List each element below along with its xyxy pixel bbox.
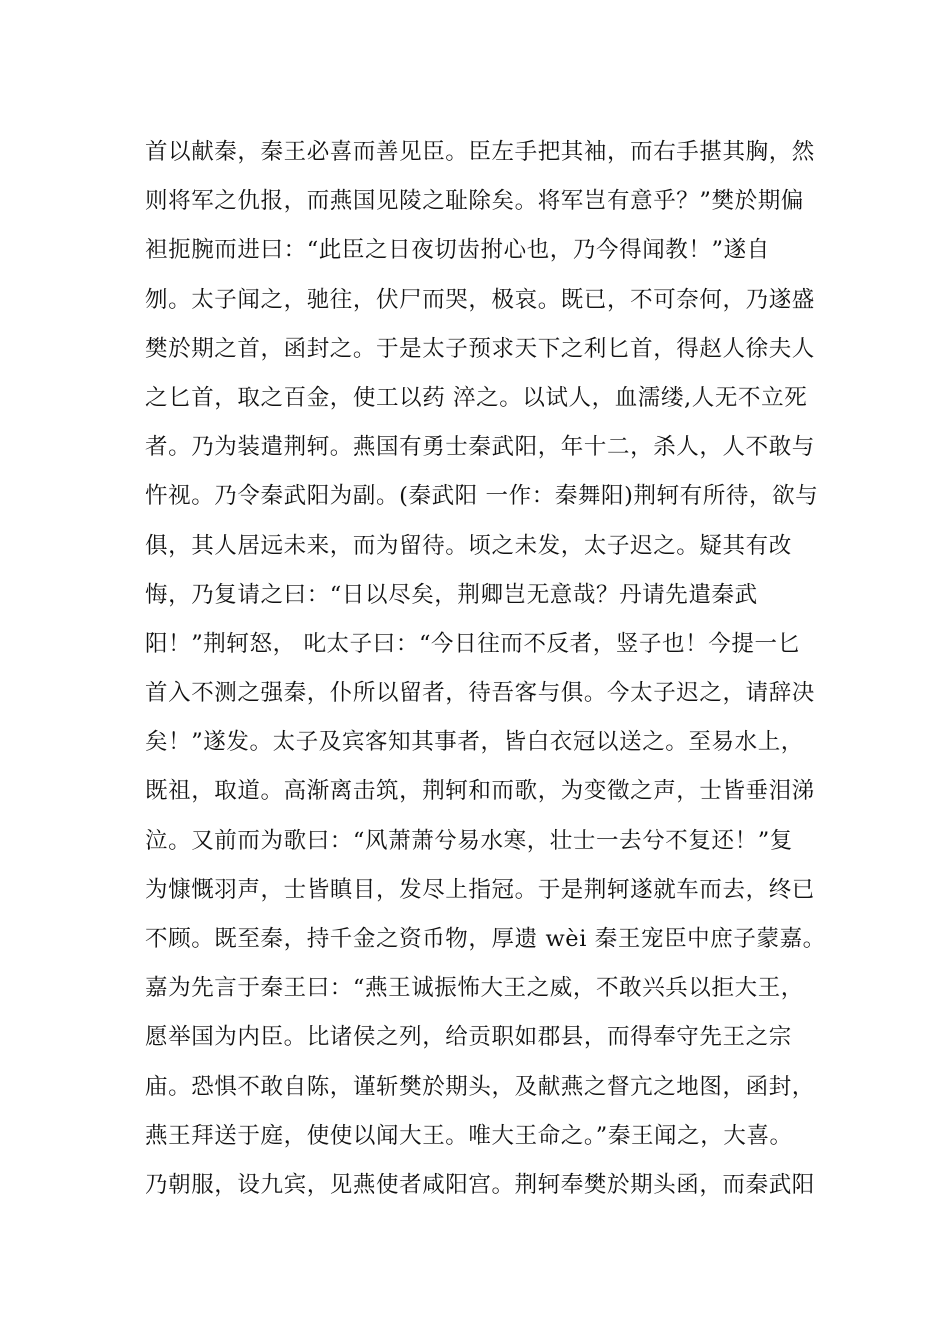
text-line: 为慷慨羽声，士皆瞋目，发尽上指冠。于是荆轲遂就车而去，终已 — [145, 876, 815, 903]
text-line: 阳！”荆轲怒， 叱太子曰：“今日往而不反者，竖子也！今提一匕 — [145, 630, 801, 657]
text-line: 首以献秦，秦王必喜而善见臣。臣左手把其袖，而右手揕其胸，然 — [145, 139, 815, 165]
text-line: 刎。太子闻之，驰往，伏尸而哭，极哀。既已，不可奈何，乃遂盛 — [145, 286, 815, 313]
text-line: 矣！”遂发。太子及宾客知其事者，皆白衣冠以送之。至易水上， — [145, 729, 804, 756]
text-line: 不顾。既至秦，持千金之资币物，厚遗 wèi 秦王宠臣中庶子蒙嘉。 — [145, 926, 826, 952]
text-line: 悔，乃复请之曰：“日以尽矣，荆卿岂无意哉？丹请先遣秦武 — [145, 581, 758, 608]
text-line: 俱，其人居远未来，而为留待。顷之未发，太子迟之。疑其有改 — [145, 532, 792, 559]
text-line: 袒扼腕而进曰：“此臣之日夜切齿拊心也，乃今得闻教！”遂自 — [145, 237, 770, 264]
text-line: 之匕首，取之百金，使工以药 淬之。以试人，血濡缕,人无不立死 — [145, 384, 808, 411]
text-line: 首入不测之强秦，仆所以留者，待吾客与俱。今太子迟之，请辞决 — [145, 680, 815, 707]
text-line: 则将军之仇报，而燕国见陵之耻除矣。将军岂有意乎？”樊於期偏 — [145, 188, 804, 215]
text-line: 泣。又前而为歌曰：“风萧萧兮易水寒，壮士一去兮不复还！”复 — [145, 827, 793, 854]
text-line: 乃朝服，设九宾，见燕使者咸阳宫。荆轲奉樊於期头函，而秦武阳 — [145, 1171, 815, 1198]
text-line: 嘉为先言于秦王曰：“燕王诚振怖大王之威，不敢兴兵以拒大王， — [145, 975, 804, 1002]
text-line: 既祖，取道。高渐离击筑，荆轲和而歌，为变徵之声，士皆垂泪涕 — [145, 778, 815, 805]
text-line: 愿举国为内臣。比诸侯之列，给贡职如郡县，而得奉守先王之宗 — [145, 1024, 792, 1051]
text-line: 庙。恐惧不敢自陈，谨斩樊於期头，及献燕之督亢之地图，函封， — [145, 1073, 815, 1100]
text-line: 忤视。乃令秦武阳为副。(秦武阳 一作：秦舞阳)荆轲有所待，欲与 — [145, 483, 819, 510]
text-line: 樊於期之首，函封之。于是太子预求天下之利匕首，得赵人徐夫人 — [145, 335, 815, 362]
text-line: 燕王拜送于庭，使使以闻大王。唯大王命之。”秦王闻之，大喜。 — [145, 1122, 793, 1149]
body-text — [145, 132, 826, 1214]
text-line: 者。乃为装遣荆轲。燕国有勇士秦武阳，年十二，杀人，人不敢与 — [145, 434, 815, 461]
